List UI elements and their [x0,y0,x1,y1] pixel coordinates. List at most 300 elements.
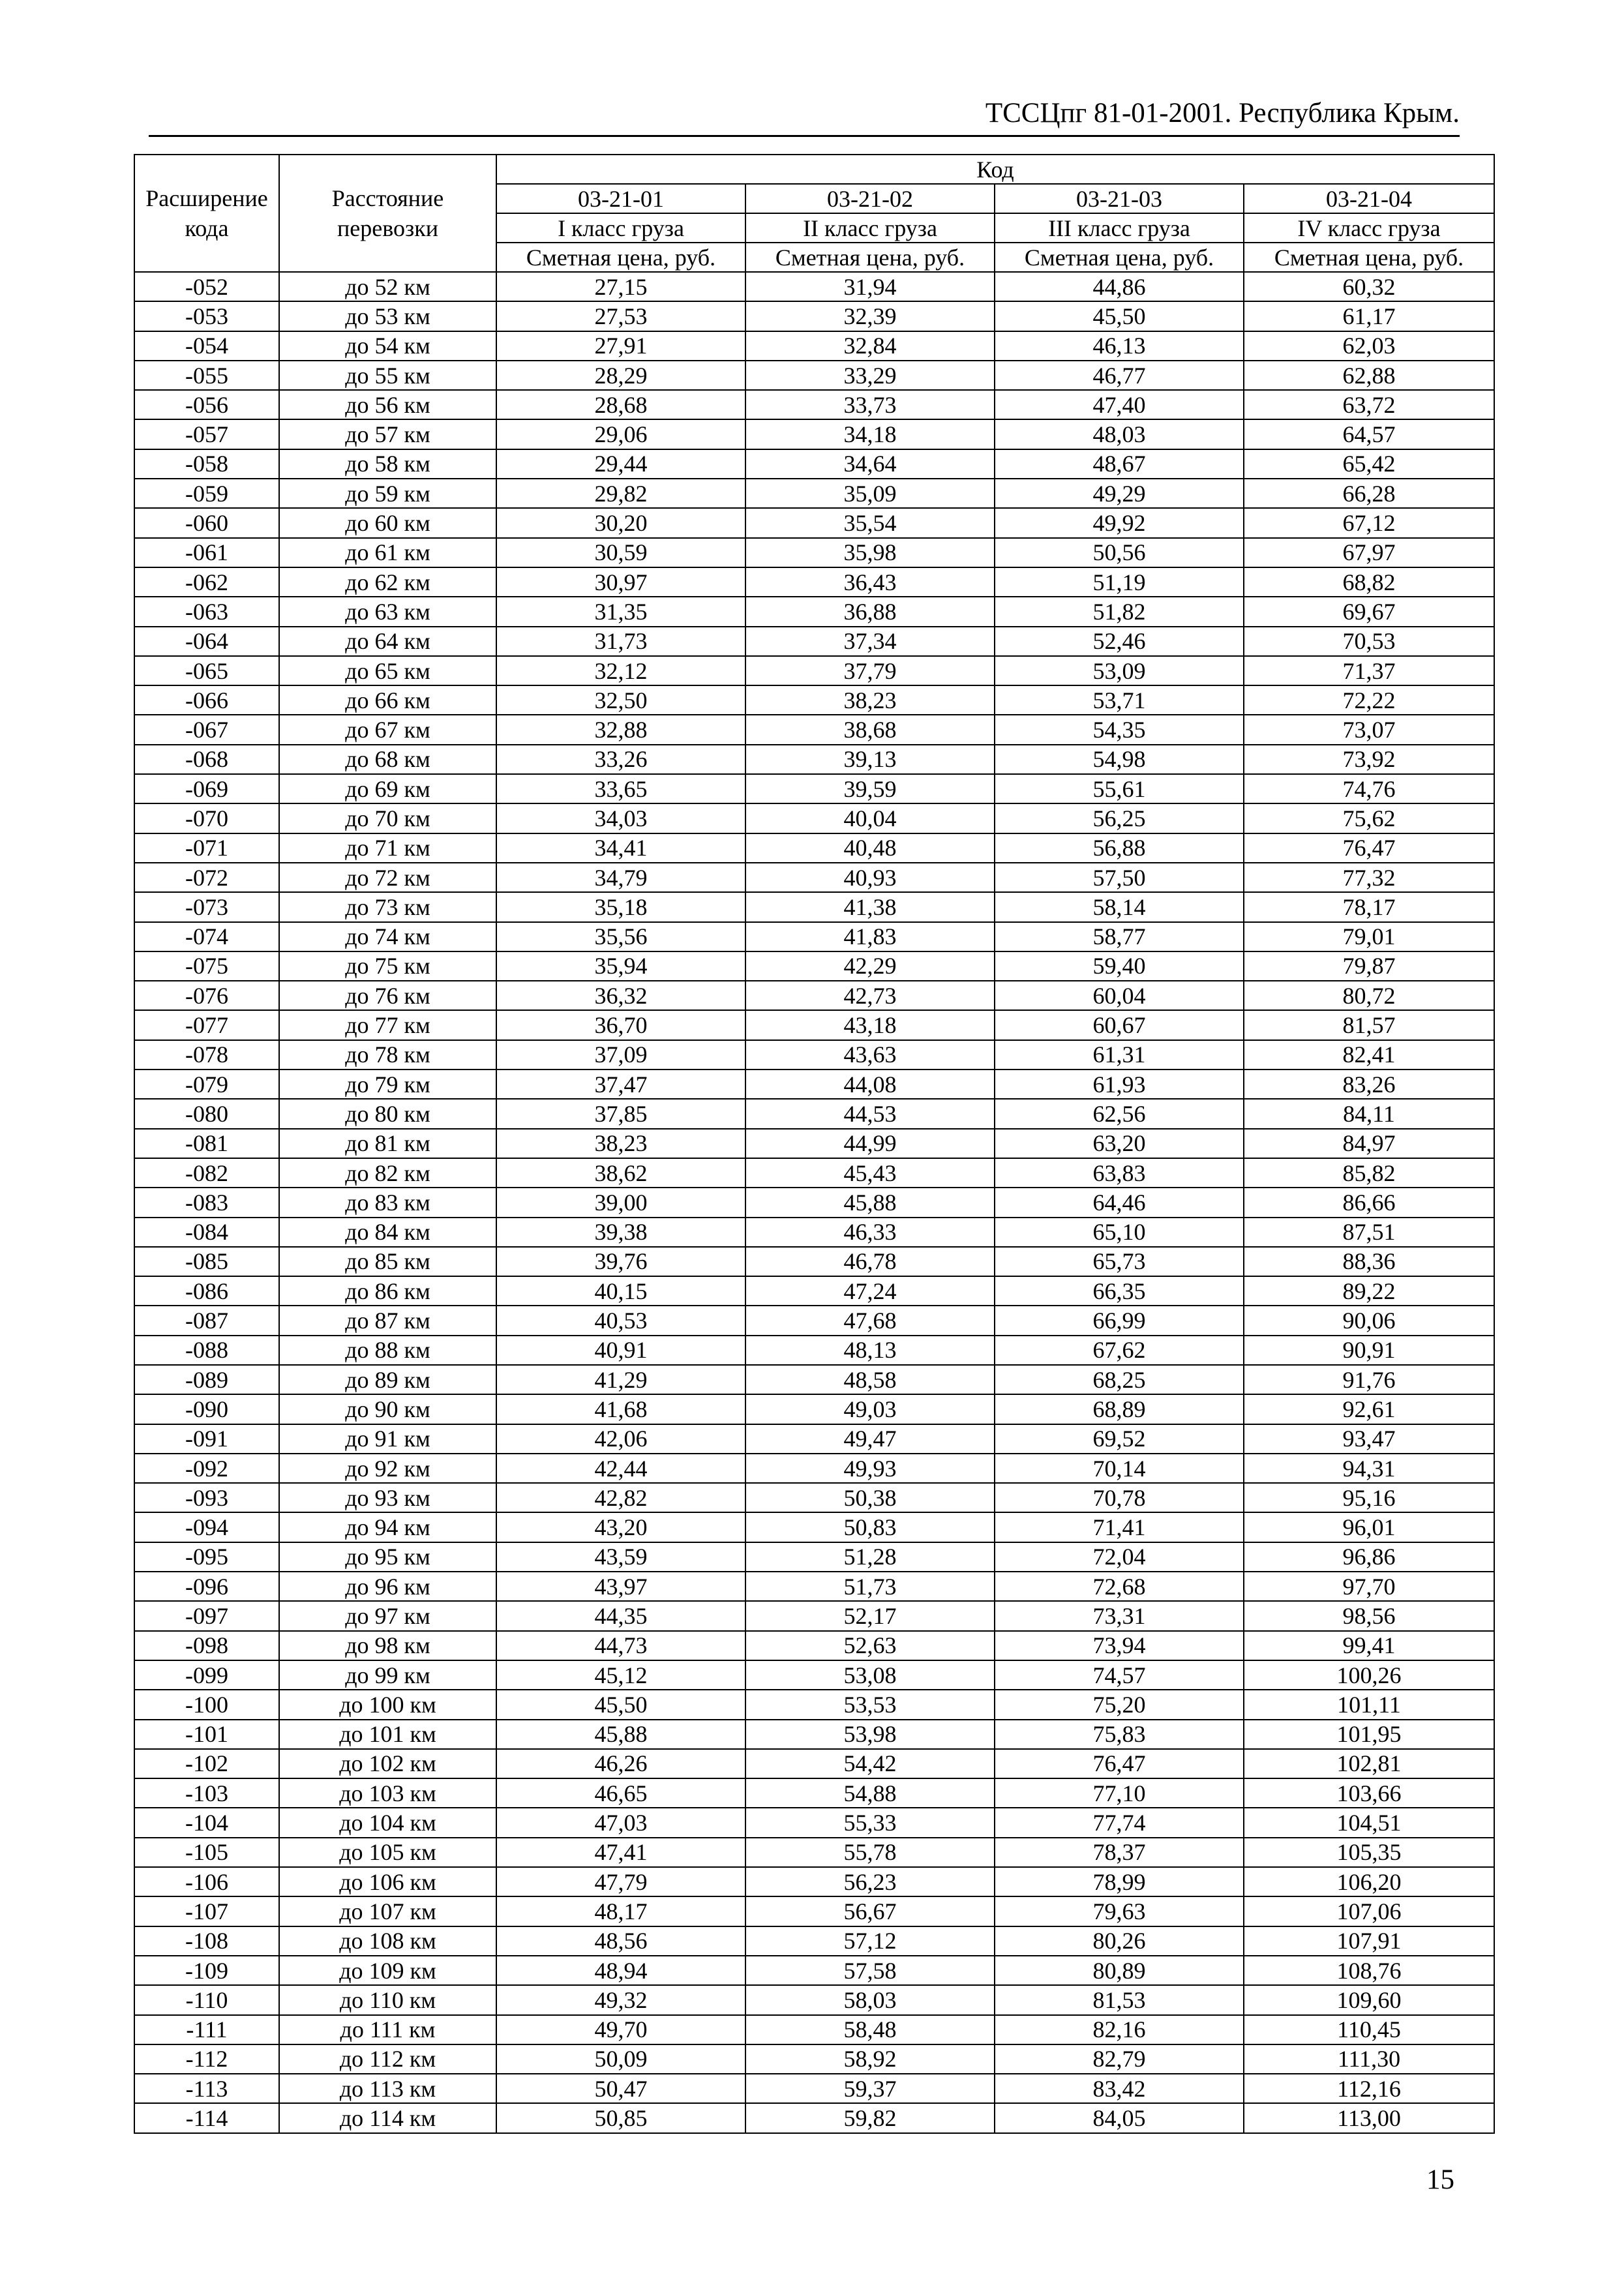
price-class-2-cell: 57,12 [745,1926,995,1956]
code-extension-cell: -067 [134,715,279,744]
table-row [134,656,1494,685]
distance-cell: до 78 км [279,1040,496,1070]
distance-cell: до 63 км [279,597,496,626]
price-class-3-cell: 71,41 [995,1512,1244,1542]
price-class-3-cell: 63,83 [995,1158,1244,1188]
price-class-2-cell: 54,88 [745,1778,995,1808]
price-class-1-cell: 39,38 [496,1218,745,1247]
table-row [134,1394,1494,1424]
price-class-2-cell: 51,73 [745,1572,995,1601]
price-class-2-cell: 55,33 [745,1808,995,1837]
price-class-1-cell: 29,44 [496,449,745,479]
price-class-1-cell: 34,79 [496,863,745,892]
price-class-1-cell: 27,15 [496,272,745,301]
table-row [134,449,1494,479]
table-row [134,390,1494,419]
price-class-1-cell: 39,00 [496,1188,745,1217]
table-row [134,1040,1494,1070]
price-class-2-cell: 40,93 [745,863,995,892]
distance-cell: до 112 км [279,2044,496,2074]
price-class-4-cell: 76,47 [1244,833,1494,863]
header-code-value: 03-21-01 [496,184,745,213]
distance-cell: до 84 км [279,1218,496,1247]
table-row [134,1601,1494,1630]
price-class-2-cell: 36,43 [745,567,995,597]
distance-cell: до 66 км [279,685,496,715]
code-extension-cell: -106 [134,1867,279,1896]
price-class-2-cell: 55,78 [745,1838,995,1867]
price-class-3-cell: 79,63 [995,1896,1244,1926]
distance-cell: до 88 км [279,1336,496,1365]
price-class-3-cell: 84,05 [995,2103,1244,2132]
table-row [134,567,1494,597]
distance-cell: до 56 км [279,390,496,419]
table-row [134,1778,1494,1808]
price-class-4-cell: 102,81 [1244,1749,1494,1778]
price-class-1-cell: 41,29 [496,1365,745,1394]
price-class-3-cell: 44,86 [995,272,1244,301]
price-class-4-cell: 107,91 [1244,1926,1494,1956]
price-class-4-cell: 93,47 [1244,1424,1494,1454]
table-row [134,1158,1494,1188]
table-row [134,1218,1494,1247]
price-class-2-cell: 49,93 [745,1454,995,1483]
code-extension-cell: -086 [134,1276,279,1306]
distance-cell: до 111 км [279,2015,496,2044]
price-class-3-cell: 80,89 [995,1956,1244,1985]
distance-cell: до 55 км [279,361,496,390]
header-price-label: Сметная цена, руб. [496,243,745,272]
code-extension-cell: -065 [134,656,279,685]
price-class-1-cell: 46,26 [496,1749,745,1778]
code-extension-cell: -113 [134,2074,279,2103]
header-distance: Расстояние перевозки [279,155,496,272]
price-class-4-cell: 70,53 [1244,627,1494,656]
table-row [134,745,1494,774]
price-class-1-cell: 36,70 [496,1010,745,1040]
distance-cell: до 52 км [279,272,496,301]
price-class-4-cell: 71,37 [1244,656,1494,685]
table-row [134,1099,1494,1128]
price-class-1-cell: 48,17 [496,1896,745,1926]
header-cargo-class: III класс груза [995,213,1244,243]
distance-cell: до 79 км [279,1070,496,1099]
price-class-2-cell: 47,68 [745,1306,995,1335]
code-extension-cell: -081 [134,1129,279,1158]
table-row [134,1749,1494,1778]
price-class-4-cell: 84,97 [1244,1129,1494,1158]
price-class-3-cell: 75,20 [995,1690,1244,1719]
price-class-2-cell: 48,58 [745,1365,995,1394]
table-row [134,1010,1494,1040]
price-class-3-cell: 46,13 [995,331,1244,361]
price-class-2-cell: 52,17 [745,1601,995,1630]
header-cargo-class: IV класс груза [1244,213,1494,243]
code-extension-cell: -070 [134,803,279,833]
code-extension-cell: -097 [134,1601,279,1630]
price-class-4-cell: 94,31 [1244,1454,1494,1483]
price-class-1-cell: 38,62 [496,1158,745,1188]
price-class-3-cell: 69,52 [995,1424,1244,1454]
distance-cell: до 69 км [279,774,496,803]
distance-cell: до 92 км [279,1454,496,1483]
distance-cell: до 97 км [279,1601,496,1630]
code-extension-cell: -063 [134,597,279,626]
code-extension-cell: -087 [134,1306,279,1335]
price-class-3-cell: 61,93 [995,1070,1244,1099]
distance-cell: до 67 км [279,715,496,744]
table-row [134,1956,1494,1985]
code-extension-cell: -053 [134,301,279,331]
code-extension-cell: -082 [134,1158,279,1188]
code-extension-cell: -052 [134,272,279,301]
price-class-1-cell: 48,94 [496,1956,745,1985]
price-class-3-cell: 83,42 [995,2074,1244,2103]
table-row [134,981,1494,1010]
price-class-3-cell: 55,61 [995,774,1244,803]
distance-cell: до 86 км [279,1276,496,1306]
price-class-4-cell: 105,35 [1244,1838,1494,1867]
code-extension-cell: -068 [134,745,279,774]
price-class-1-cell: 39,76 [496,1247,745,1276]
price-class-4-cell: 68,82 [1244,567,1494,597]
price-class-3-cell: 53,09 [995,656,1244,685]
distance-cell: до 104 км [279,1808,496,1837]
code-extension-cell: -095 [134,1542,279,1572]
distance-cell: до 99 км [279,1660,496,1690]
table-row [134,1247,1494,1276]
code-extension-cell: -083 [134,1188,279,1217]
price-class-4-cell: 74,76 [1244,774,1494,803]
price-class-2-cell: 57,58 [745,1956,995,1985]
price-class-3-cell: 50,56 [995,538,1244,567]
header-code-value: 03-21-03 [995,184,1244,213]
price-class-2-cell: 43,63 [745,1040,995,1070]
table-row [134,538,1494,567]
code-extension-cell: -092 [134,1454,279,1483]
price-class-3-cell: 66,99 [995,1306,1244,1335]
price-class-4-cell: 100,26 [1244,1660,1494,1690]
header-code: Код [496,155,1494,184]
price-class-2-cell: 53,08 [745,1660,995,1690]
code-extension-cell: -093 [134,1483,279,1512]
price-class-4-cell: 98,56 [1244,1601,1494,1630]
header-price-label: Сметная цена, руб. [1244,243,1494,272]
code-extension-cell: -056 [134,390,279,419]
price-class-3-cell: 82,16 [995,2015,1244,2044]
price-class-1-cell: 37,47 [496,1070,745,1099]
distance-cell: до 114 км [279,2103,496,2132]
code-extension-cell: -090 [134,1394,279,1424]
price-class-1-cell: 40,91 [496,1336,745,1365]
header-code-value: 03-21-04 [1244,184,1494,213]
price-class-2-cell: 39,13 [745,745,995,774]
code-extension-cell: -054 [134,331,279,361]
code-extension-cell: -066 [134,685,279,715]
price-class-2-cell: 32,39 [745,301,995,331]
code-extension-cell: -079 [134,1070,279,1099]
table-row [134,301,1494,331]
price-class-4-cell: 77,32 [1244,863,1494,892]
price-class-3-cell: 57,50 [995,863,1244,892]
price-class-4-cell: 109,60 [1244,1985,1494,2014]
code-extension-cell: -098 [134,1631,279,1660]
distance-cell: до 54 км [279,331,496,361]
price-class-1-cell: 43,59 [496,1542,745,1572]
table-row [134,1070,1494,1099]
price-class-3-cell: 78,99 [995,1867,1244,1896]
price-class-2-cell: 51,28 [745,1542,995,1572]
distance-cell: до 98 км [279,1631,496,1660]
price-class-3-cell: 62,56 [995,1099,1244,1128]
distance-cell: до 106 км [279,1867,496,1896]
table-row [134,1896,1494,1926]
document-title: ТССЦпг 81-01-2001. Республика Крым. [985,98,1460,128]
price-class-4-cell: 79,01 [1244,922,1494,951]
distance-cell: до 85 км [279,1247,496,1276]
table-row [134,479,1494,508]
price-class-4-cell: 104,51 [1244,1808,1494,1837]
code-extension-cell: -099 [134,1660,279,1690]
distance-cell: до 74 км [279,922,496,951]
price-class-3-cell: 80,26 [995,1926,1244,1956]
price-class-4-cell: 64,57 [1244,419,1494,449]
table-row [134,833,1494,863]
price-class-4-cell: 83,26 [1244,1070,1494,1099]
table-row [134,1838,1494,1867]
table-row [134,922,1494,951]
table-row [134,1512,1494,1542]
price-class-1-cell: 37,09 [496,1040,745,1070]
table-row [134,803,1494,833]
code-extension-cell: -111 [134,2015,279,2044]
price-class-3-cell: 70,78 [995,1483,1244,1512]
code-extension-cell: -064 [134,627,279,656]
price-class-2-cell: 46,78 [745,1247,995,1276]
price-class-2-cell: 59,37 [745,2074,995,2103]
code-extension-cell: -071 [134,833,279,863]
table-row [134,419,1494,449]
table-header [134,155,1494,272]
distance-cell: до 100 км [279,1690,496,1719]
price-class-1-cell: 35,18 [496,892,745,921]
price-class-2-cell: 42,73 [745,981,995,1010]
price-class-2-cell: 42,29 [745,951,995,981]
price-class-1-cell: 32,50 [496,685,745,715]
price-class-1-cell: 31,73 [496,627,745,656]
table-row [134,1483,1494,1512]
price-class-4-cell: 78,17 [1244,892,1494,921]
price-class-1-cell: 29,06 [496,419,745,449]
price-class-1-cell: 40,15 [496,1276,745,1306]
price-class-1-cell: 47,79 [496,1867,745,1896]
price-class-4-cell: 96,86 [1244,1542,1494,1572]
price-class-1-cell: 33,26 [496,745,745,774]
table-row [134,1188,1494,1217]
price-class-3-cell: 76,47 [995,1749,1244,1778]
price-class-2-cell: 58,92 [745,2044,995,2074]
price-class-2-cell: 39,59 [745,774,995,803]
price-class-3-cell: 49,92 [995,508,1244,537]
price-class-1-cell: 27,53 [496,301,745,331]
price-class-4-cell: 90,91 [1244,1336,1494,1365]
price-class-3-cell: 72,68 [995,1572,1244,1601]
price-class-1-cell: 29,82 [496,479,745,508]
price-class-2-cell: 35,09 [745,479,995,508]
distance-cell: до 110 км [279,1985,496,2014]
code-extension-cell: -061 [134,538,279,567]
code-extension-cell: -078 [134,1040,279,1070]
price-class-4-cell: 69,67 [1244,597,1494,626]
price-class-4-cell: 67,12 [1244,508,1494,537]
price-class-4-cell: 92,61 [1244,1394,1494,1424]
price-class-1-cell: 43,97 [496,1572,745,1601]
price-class-2-cell: 33,29 [745,361,995,390]
code-extension-cell: -074 [134,922,279,951]
price-class-3-cell: 77,10 [995,1778,1244,1808]
code-extension-cell: -109 [134,1956,279,1985]
price-class-4-cell: 108,76 [1244,1956,1494,1985]
code-extension-cell: -102 [134,1749,279,1778]
code-extension-cell: -085 [134,1247,279,1276]
price-class-2-cell: 31,94 [745,272,995,301]
price-class-4-cell: 82,41 [1244,1040,1494,1070]
table-row [134,331,1494,361]
table-row [134,774,1494,803]
distance-cell: до 87 км [279,1306,496,1335]
price-class-4-cell: 110,45 [1244,2015,1494,2044]
table-row [134,1926,1494,1956]
header-price-label: Сметная цена, руб. [745,243,995,272]
distance-cell: до 109 км [279,1956,496,1985]
price-class-2-cell: 45,43 [745,1158,995,1188]
price-class-1-cell: 35,94 [496,951,745,981]
distance-cell: до 80 км [279,1099,496,1128]
price-class-2-cell: 47,24 [745,1276,995,1306]
price-class-2-cell: 52,63 [745,1631,995,1660]
price-class-3-cell: 47,40 [995,390,1244,419]
distance-cell: до 59 км [279,479,496,508]
distance-cell: до 68 км [279,745,496,774]
price-class-4-cell: 95,16 [1244,1483,1494,1512]
table-body [134,272,1494,2133]
code-extension-cell: -072 [134,863,279,892]
price-class-3-cell: 72,04 [995,1542,1244,1572]
price-class-4-cell: 75,62 [1244,803,1494,833]
code-extension-cell: -104 [134,1808,279,1837]
code-extension-cell: -058 [134,449,279,479]
price-class-4-cell: 87,51 [1244,1218,1494,1247]
price-class-3-cell: 75,83 [995,1720,1244,1749]
distance-cell: до 91 км [279,1424,496,1454]
price-class-1-cell: 46,65 [496,1778,745,1808]
price-class-2-cell: 40,48 [745,833,995,863]
price-class-4-cell: 72,22 [1244,685,1494,715]
header-price-label: Сметная цена, руб. [995,243,1244,272]
price-class-1-cell: 32,88 [496,715,745,744]
code-extension-cell: -055 [134,361,279,390]
distance-cell: до 60 км [279,508,496,537]
price-class-2-cell: 58,48 [745,2015,995,2044]
price-class-1-cell: 28,68 [496,390,745,419]
distance-cell: до 71 км [279,833,496,863]
price-class-1-cell: 43,20 [496,1512,745,1542]
price-class-4-cell: 89,22 [1244,1276,1494,1306]
code-extension-cell: -073 [134,892,279,921]
price-class-4-cell: 80,72 [1244,981,1494,1010]
price-class-3-cell: 67,62 [995,1336,1244,1365]
price-class-4-cell: 112,16 [1244,2074,1494,2103]
price-class-1-cell: 50,85 [496,2103,745,2132]
table-row [134,1336,1494,1365]
code-extension-cell: -094 [134,1512,279,1542]
distance-cell: до 89 км [279,1365,496,1394]
distance-cell: до 113 км [279,2074,496,2103]
price-class-2-cell: 50,38 [745,1483,995,1512]
code-extension-cell: -101 [134,1720,279,1749]
table-row [134,1365,1494,1394]
table-row [134,2103,1494,2132]
table-row [134,2074,1494,2103]
price-class-2-cell: 38,23 [745,685,995,715]
table-row [134,1129,1494,1158]
price-class-3-cell: 78,37 [995,1838,1244,1867]
price-class-1-cell: 44,35 [496,1601,745,1630]
distance-cell: до 76 км [279,981,496,1010]
price-class-2-cell: 53,98 [745,1720,995,1749]
code-extension-cell: -114 [134,2103,279,2132]
price-class-2-cell: 58,03 [745,1985,995,2014]
price-class-2-cell: 54,42 [745,1749,995,1778]
distance-cell: до 57 км [279,419,496,449]
price-class-3-cell: 66,35 [995,1276,1244,1306]
price-class-4-cell: 73,92 [1244,745,1494,774]
distance-cell: до 105 км [279,1838,496,1867]
distance-cell: до 62 км [279,567,496,597]
header-code-extension: Расширение кода [134,155,279,272]
table-row [134,1631,1494,1660]
price-class-3-cell: 59,40 [995,951,1244,981]
code-extension-cell: -062 [134,567,279,597]
price-class-1-cell: 48,56 [496,1926,745,1956]
price-class-1-cell: 49,70 [496,2015,745,2044]
price-class-3-cell: 54,98 [995,745,1244,774]
price-class-4-cell: 62,88 [1244,361,1494,390]
price-class-3-cell: 77,74 [995,1808,1244,1837]
price-class-1-cell: 45,50 [496,1690,745,1719]
price-class-2-cell: 46,33 [745,1218,995,1247]
distance-cell: до 93 км [279,1483,496,1512]
price-class-4-cell: 88,36 [1244,1247,1494,1276]
table-row [134,1572,1494,1601]
price-class-1-cell: 30,59 [496,538,745,567]
table-row [134,1808,1494,1837]
code-extension-cell: -108 [134,1926,279,1956]
distance-cell: до 102 км [279,1749,496,1778]
price-class-3-cell: 63,20 [995,1129,1244,1158]
price-class-4-cell: 60,32 [1244,272,1494,301]
table-row [134,1276,1494,1306]
distance-cell: до 108 км [279,1926,496,1956]
price-class-2-cell: 34,64 [745,449,995,479]
price-class-2-cell: 56,23 [745,1867,995,1896]
price-class-1-cell: 31,35 [496,597,745,626]
price-class-3-cell: 45,50 [995,301,1244,331]
price-class-3-cell: 60,04 [995,981,1244,1010]
price-class-2-cell: 36,88 [745,597,995,626]
price-class-1-cell: 38,23 [496,1129,745,1158]
price-class-2-cell: 43,18 [745,1010,995,1040]
